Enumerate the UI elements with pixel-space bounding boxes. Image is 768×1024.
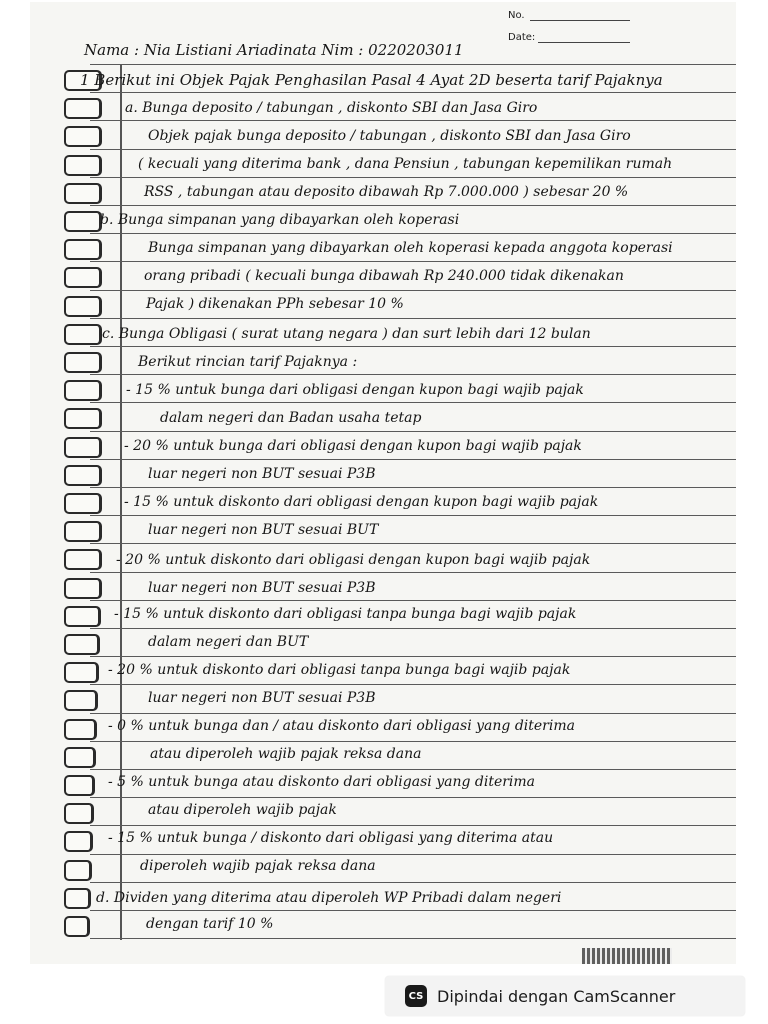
ruled-line [90,572,736,573]
punch-hole [64,719,97,740]
punch-hole [64,578,102,599]
punch-hole [64,888,91,909]
punch-hole [64,239,102,260]
no-label: No. [508,10,525,21]
punch-hole [64,662,99,683]
line-7: Bunga simpanan yang dibayarkan oleh koperasi kepada anggota koperasi [148,240,673,256]
ruled-line [90,487,736,488]
punch-hole [64,296,102,317]
ruled-line [90,459,736,460]
punch-hole [64,634,100,655]
ruled-line [90,684,736,685]
line-17: luar negeri non BUT sesuai BUT [148,522,379,538]
ruled-line [90,600,736,601]
ruled-line [90,628,736,629]
line-1: 1 Berikut ini Objek Pajak Penghasilan Pasal 4 Ayat 2D beserta tarif Pajaknya [80,71,663,89]
ruled-line [90,149,736,150]
punch-hole [64,408,102,429]
punch-hole [64,831,93,852]
punch-hole [64,521,102,542]
punch-hole [64,437,102,458]
ruled-line [90,854,736,855]
ruled-line [90,318,736,319]
line-18: - 20 % untuk diskonto dari obligasi dengan kupon bagi wajib pajak [116,552,591,568]
line-24: - 0 % untuk bunga dan / atau diskonto dari obligasi yang diterima [108,718,575,734]
ruled-line [90,882,736,883]
punch-hole [64,183,102,204]
punch-hole [64,690,98,711]
punch-hole [64,775,95,796]
line-27: atau diperoleh wajib pajak [148,802,337,818]
ruled-line [90,261,736,262]
punch-hole [64,860,92,881]
ruled-line [90,741,736,742]
ruled-line [90,92,736,93]
ruled-line [90,64,736,65]
line-4: ( kecuali yang diterima bank , dana Pensiun , tabungan kepemilikan rumah [138,156,673,172]
ruled-line [90,910,736,911]
line-25: atau diperoleh wajib pajak reksa dana [150,746,422,762]
punch-hole [64,465,102,486]
punch-hole [64,126,102,147]
ruled-line [90,515,736,516]
punch-hole [64,380,102,401]
line-15: luar negeri non BUT sesuai P3B [148,466,376,482]
line-23: luar negeri non BUT sesuai P3B [148,690,376,706]
line-10: c. Bunga Obligasi ( surat utang negara ) dan surt lebih dari 12 bulan [102,326,591,342]
punch-hole [64,352,102,373]
punch-hole [64,606,101,627]
ruled-line [90,346,736,347]
line-30: d. Dividen yang diterima atau diperoleh WP Pribadi dalam negeri [96,890,562,906]
punch-hole [64,324,102,345]
line-12: - 15 % untuk bunga dari obligasi dengan kupon bagi wajib pajak [126,382,584,398]
ruled-line [90,431,736,432]
ruled-line [90,938,736,939]
punch-hole [64,155,102,176]
line-21: dalam negeri dan BUT [148,634,309,650]
line-6: b. Bunga simpanan yang dibayarkan oleh koperasi [100,212,460,228]
punch-hole [64,916,90,937]
ruled-line [90,656,736,657]
punch-hole [64,549,102,570]
ruled-line [90,233,736,234]
punch-hole [64,98,102,119]
line-16: - 15 % untuk diskonto dari obligasi dengan kupon bagi wajib pajak [124,494,599,510]
punch-hole [64,803,94,824]
line-9: Pajak ) dikenakan PPh sebesar 10 % [146,296,404,312]
ruled-line [90,797,736,798]
punch-hole [64,211,102,232]
line-22: - 20 % untuk diskonto dari obligasi tanpa bunga bagi wajib pajak [108,662,571,678]
ruled-line [90,120,736,121]
notebook-page [30,2,736,964]
line-14: - 20 % untuk bunga dari obligasi dengan kupon bagi wajib pajak [124,438,582,454]
line-20: - 15 % untuk diskonto dari obligasi tanpa bunga bagi wajib pajak [114,606,577,622]
ruled-line [90,769,736,770]
ruled-line [90,402,736,403]
ruled-line [90,713,736,714]
ruled-line [90,205,736,206]
date-line [538,42,630,43]
ruled-line [90,825,736,826]
no-line [530,20,630,21]
line-29: diperoleh wajib pajak reksa dana [140,858,376,874]
student-name-line: Nama : Nia Listiani Ariadinata Nim : 0220203011 [84,41,464,59]
notebook-brand-stamp [582,948,672,964]
ruled-line [90,543,736,544]
camscanner-watermark [385,976,745,1016]
line-31: dengan tarif 10 % [146,916,274,932]
punch-hole [64,493,102,514]
punch-hole [64,747,96,768]
camscanner-text: Dipindai dengan CamScanner [437,986,676,1006]
line-2: a. Bunga deposito / tabungan , diskonto SBI dan Jasa Giro [125,100,538,116]
line-11: Berikut rincian tarif Pajaknya : [138,354,358,370]
date-label: Date: [508,32,536,43]
line-13: dalam negeri dan Badan usaha tetap [160,410,422,426]
line-26: - 5 % untuk bunga atau diskonto dari obligasi yang diterima [108,774,536,790]
line-19: luar negeri non BUT sesuai P3B [148,580,376,596]
line-28: - 15 % untuk bunga / diskonto dari obligasi yang diterima atau [108,830,554,846]
margin-line [120,64,122,940]
line-8: orang pribadi ( kecuali bunga dibawah Rp 240.000 tidak dikenakan [144,268,624,284]
line-3: Objek pajak bunga deposito / tabungan , diskonto SBI dan Jasa Giro [148,128,631,144]
line-5: RSS , tabungan atau deposito dibawah Rp 7.000.000 ) sebesar 20 % [144,184,629,200]
ruled-line [90,290,736,291]
camscanner-logo-icon: CS [405,985,427,1007]
punch-hole [64,267,102,288]
ruled-line [90,177,736,178]
ruled-line [90,374,736,375]
